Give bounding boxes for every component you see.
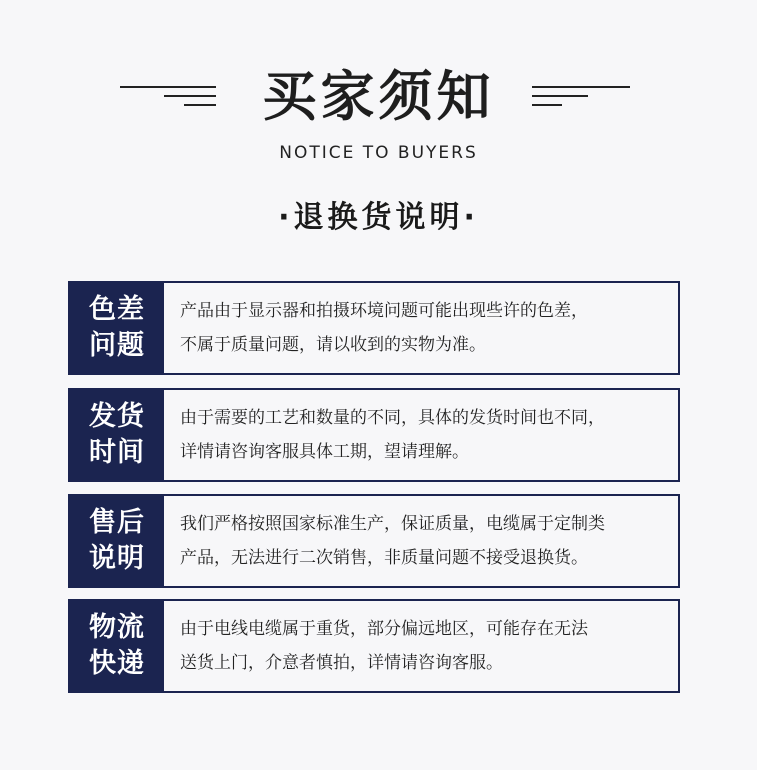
card-label [70,496,164,586]
card-label-line2: 快递 [89,648,145,679]
card-text-line1: 产品由于显示器和拍摄环境问题可能出现些许的色差， [180,301,588,321]
card-text [180,496,668,586]
notice-card-logistics [68,599,680,693]
card-text [180,390,668,480]
card-text-line2: 详情请咨询客服具体工期，望请理解。 [180,442,469,462]
card-label [70,601,164,691]
card-label-line1: 色差 [89,294,145,325]
card-text-line2: 产品，无法进行二次销售，非质量问题不接受退换货。 [180,548,588,568]
card-label-line2: 时间 [89,437,145,468]
card-text-line1: 由于电线电缆属于重货，部分偏远地区，可能存在无法 [180,619,588,639]
card-label-line1: 发货 [89,401,145,432]
card-text-line1: 我们严格按照国家标准生产，保证质量，电缆属于定制类 [180,514,605,534]
notice-card-color [68,281,680,375]
card-text [180,601,668,691]
card-label-line2: 问题 [89,330,145,361]
card-label-line2: 说明 [89,543,145,574]
card-text [180,283,668,373]
card-label [70,390,164,480]
title-decoration-right [532,86,632,108]
card-label [70,283,164,373]
notice-card-shipping [68,388,680,482]
title-block [0,62,757,132]
page-subtitle: NOTICE TO BUYERS [279,143,478,163]
card-label-line1: 物流 [89,612,145,643]
card-label-line1: 售后 [89,507,145,538]
section-title: ·退换货说明· [278,200,479,235]
notice-card-after-sales [68,494,680,588]
card-text-line2: 送货上门，介意者慎拍，详情请咨询客服。 [180,653,503,673]
card-text-line2: 不属于质量问题，请以收到的实物为准。 [180,335,486,355]
page-title: 买家须知 [262,65,495,128]
card-text-line1: 由于需要的工艺和数量的不同，具体的发货时间也不同， [180,408,605,428]
